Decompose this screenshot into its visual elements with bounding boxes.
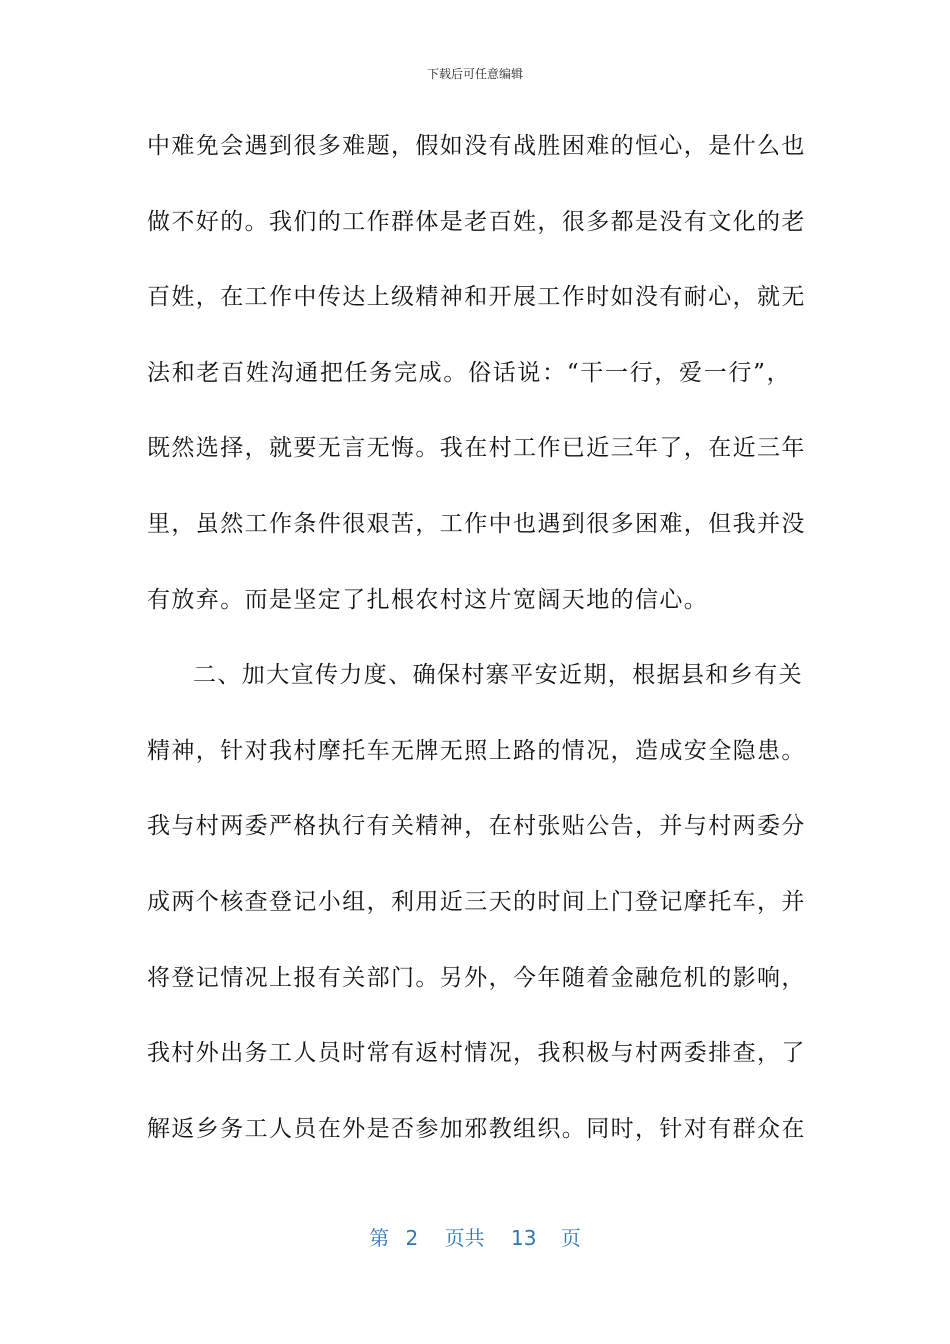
body-line-5: 既然选择，就要无言无悔。我在村工作已近三年了，在近三年 xyxy=(147,435,806,462)
body-line-13: 我村外出务工人员时常有返村情况，我积极与村两委排查，了 xyxy=(147,1040,806,1067)
body-line-12: 将登记情况上报有关部门。另外，今年随着金融危机的影响， xyxy=(147,964,806,991)
current-page-number: 2 xyxy=(405,1226,419,1250)
body-line-14: 解返乡务工人员在外是否参加邪教组织。同时，针对有群众在 xyxy=(147,1115,806,1142)
body-line-11: 成两个核查登记小组，利用近三天的时间上门登记摩托车，并 xyxy=(147,888,806,915)
body-line-6: 里，虽然工作条件很艰苦，工作中也遇到很多困难，但我并没 xyxy=(147,510,806,537)
body-line-1: 中难免会遇到很多难题，假如没有战胜困难的恒心，是什么也 xyxy=(147,133,806,159)
footer-middle: 页共 xyxy=(444,1226,485,1250)
body-line-7: 有放弃。而是坚定了扎根农村这片宽阔天地的信心。 xyxy=(147,586,709,613)
body-line-3: 百姓，在工作中传达上级精神和开展工作时如没有耐心，就无 xyxy=(147,284,806,311)
body-line-2: 做不好的。我们的工作群体是老百姓，很多都是没有文化的老 xyxy=(147,208,806,235)
body-line-8-paragraph-start: 二、加大宣传力度、确保村寨平安近期，根据县和乡有关 xyxy=(193,662,803,689)
page-footer xyxy=(0,1224,950,1252)
body-line-4: 法和老百姓沟通把任务完成。俗话说：“干一行，爱一行”， xyxy=(147,359,791,386)
document-body xyxy=(147,118,806,1176)
page-header: 下载后可任意编辑 xyxy=(426,67,523,81)
footer-prefix: 第 xyxy=(369,1226,390,1250)
body-line-10: 我与村两委严格执行有关精神，在村张贴公告，并与村两委分 xyxy=(147,813,806,840)
footer-suffix: 页 xyxy=(560,1226,581,1250)
body-line-9: 精神，针对我村摩托车无牌无照上路的情况，造成安全隐患。 xyxy=(147,737,806,764)
total-pages-number: 13 xyxy=(511,1226,537,1250)
